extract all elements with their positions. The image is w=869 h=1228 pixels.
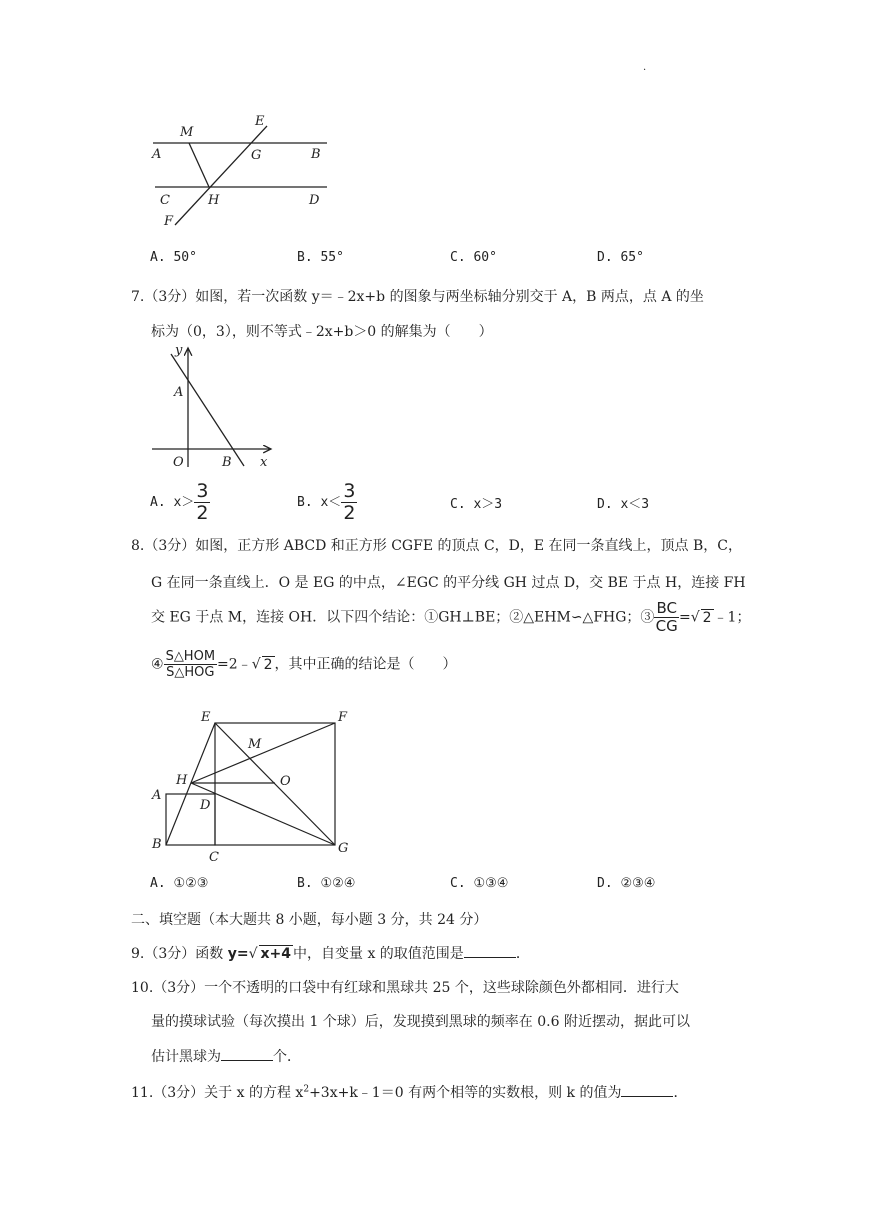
line-ef bbox=[175, 126, 267, 225]
label-e: E bbox=[201, 710, 211, 725]
fraction-denominator: S△HOG bbox=[166, 665, 215, 680]
radicand: 2 bbox=[263, 656, 273, 673]
q8-line-3-text: 交 EG 于点 M，连接 OH．以下四个结论：①GH⊥BE；②△EHM∽△FHG；③ bbox=[151, 609, 655, 626]
fraction-denominator: 2 bbox=[343, 502, 356, 524]
q8-line-3 bbox=[151, 601, 750, 634]
label-g: G bbox=[338, 841, 349, 856]
label-b: B bbox=[222, 455, 232, 470]
q6-option-c[interactable]: C. 60° bbox=[450, 250, 497, 265]
q11-text: 11.（3分）关于 x 的方程 x bbox=[131, 1085, 304, 1101]
label-a: A bbox=[152, 147, 162, 162]
label-m: M bbox=[248, 737, 262, 752]
q10-end: 个． bbox=[273, 1049, 301, 1065]
label-o: O bbox=[173, 455, 184, 470]
fraction-numerator: 3 bbox=[196, 480, 209, 502]
q6-figure bbox=[145, 112, 335, 232]
label-o: O bbox=[280, 774, 291, 789]
label-m: M bbox=[180, 125, 194, 140]
radical-sign: √ bbox=[690, 609, 700, 626]
fraction-denominator: 2 bbox=[196, 502, 209, 524]
q9-function: y= bbox=[227, 946, 249, 962]
fraction-numerator: 3 bbox=[343, 480, 356, 502]
q10-line-2: 量的摸球试验（每次摸出 1 个球）后，发现摸到黑球的频率在 0.6 附近摆动，据此可以 bbox=[151, 1014, 690, 1030]
q7-option-b[interactable] bbox=[297, 482, 357, 523]
label-g: G bbox=[251, 148, 262, 163]
answer-blank[interactable] bbox=[621, 1082, 673, 1097]
equals-sign: = bbox=[678, 609, 691, 626]
line-mh bbox=[189, 143, 209, 187]
fraction-denominator: CG bbox=[655, 617, 678, 635]
q8-area-fraction bbox=[164, 650, 217, 679]
segment-hg bbox=[191, 783, 335, 845]
fraction-numerator: BC bbox=[656, 599, 677, 617]
label-b: B bbox=[311, 147, 321, 162]
section-heading: 二、填空题（本大题共 8 小题，每小题 3 分，共 24 分） bbox=[131, 912, 488, 928]
q9-text-2: 中，自变量 x 的取值范围是 bbox=[293, 946, 464, 962]
q8-line-4-tail: ，其中正确的结论是（ ） bbox=[274, 656, 457, 673]
fraction-numerator: S△HOM bbox=[165, 649, 216, 664]
q6-option-a[interactable]: A. 50° bbox=[150, 250, 197, 265]
radicand: x+4 bbox=[260, 946, 292, 962]
q9-end: ． bbox=[515, 946, 530, 962]
q7-option-a-prefix: A. x＞ bbox=[150, 495, 195, 510]
label-h: H bbox=[176, 773, 188, 788]
radical-sign: √ bbox=[248, 946, 258, 962]
label-d: D bbox=[309, 193, 320, 208]
q7-line-1: 7.（3分）如图，若一次函数 y＝﹣2x+b 的图象与两坐标轴分别交于 A，B 两点，点 A 的坐 bbox=[131, 289, 704, 305]
q11-end: ． bbox=[673, 1085, 688, 1101]
q7-line-2: 标为（0，3），则不等式﹣2x+b＞0 的解集为（ ） bbox=[151, 324, 493, 340]
q7-option-c[interactable]: C. x＞3 bbox=[450, 497, 503, 512]
segment-be bbox=[166, 723, 215, 845]
q8-line-3-tail: ﹣1； bbox=[713, 609, 751, 626]
label-f: F bbox=[338, 710, 348, 725]
radical-sign: √ bbox=[251, 656, 261, 673]
label-d: D bbox=[200, 798, 211, 813]
q8-option-b[interactable]: B. ①②④ bbox=[297, 876, 356, 891]
q11-line bbox=[131, 1082, 687, 1102]
segment-hf bbox=[191, 723, 335, 783]
q9-line bbox=[131, 943, 530, 963]
q10-line-1: 10.（3分）一个不透明的口袋中有红球和黑球共 25 个，这些球除颜色外都相同．进行大 bbox=[131, 980, 679, 996]
q9-text: 9.（3分）函数 bbox=[131, 946, 228, 962]
label-f: F bbox=[164, 214, 174, 229]
q6-option-d[interactable]: D. 65° bbox=[597, 250, 644, 265]
q8-option-d[interactable]: D. ②③④ bbox=[597, 876, 656, 891]
q7-figure bbox=[145, 342, 280, 472]
q6-option-b[interactable]: B. 55° bbox=[297, 250, 344, 265]
q7-option-a-fraction bbox=[194, 482, 210, 523]
label-c: C bbox=[160, 193, 170, 208]
label-b: B bbox=[152, 837, 162, 852]
q8-option-c[interactable]: C. ①③④ bbox=[450, 876, 509, 891]
q8-option-a[interactable]: A. ①②③ bbox=[150, 876, 209, 891]
q11-text-2: +3x+k﹣1＝0 有两个相等的实数根，则 k 的值为 bbox=[309, 1085, 622, 1101]
q8-line-4-text: ④ bbox=[151, 656, 164, 673]
answer-blank[interactable] bbox=[464, 943, 516, 958]
q11-exponent: 2 bbox=[303, 1084, 310, 1095]
radicand: 2 bbox=[702, 609, 712, 626]
label-y: y bbox=[175, 343, 183, 358]
q10-text: 估计黑球为 bbox=[151, 1049, 221, 1065]
q8-line-2: G 在同一条直线上．O 是 EG 的中点，∠EGC 的平分线 GH 过点 D，交 BE 于点 H，连接 FH bbox=[151, 575, 746, 591]
label-h: H bbox=[208, 193, 220, 208]
q7-option-a[interactable] bbox=[150, 482, 210, 523]
q7-option-d[interactable]: D. x＜3 bbox=[597, 497, 650, 512]
label-e: E bbox=[255, 114, 265, 129]
segment-eg bbox=[215, 723, 335, 845]
q8-figure bbox=[145, 708, 360, 868]
q7-option-b-fraction bbox=[341, 482, 357, 523]
q7-option-b-prefix: B. x＜ bbox=[297, 495, 342, 510]
header-dot: . bbox=[643, 62, 647, 73]
q8-line-4 bbox=[151, 650, 457, 679]
q8-line-1: 8.（3分）如图，正方形 ABCD 和正方形 CGFE 的顶点 C，D，E 在同一条直线上，顶点 B，C， bbox=[131, 538, 742, 554]
label-a: A bbox=[152, 788, 162, 803]
label-x: x bbox=[260, 455, 268, 470]
q10-line-3 bbox=[151, 1046, 301, 1066]
label-a: A bbox=[174, 385, 184, 400]
equals-expression: =2﹣ bbox=[217, 656, 252, 673]
answer-blank[interactable] bbox=[221, 1046, 273, 1061]
q8-ratio-fraction bbox=[654, 601, 679, 634]
label-c: C bbox=[209, 850, 219, 865]
